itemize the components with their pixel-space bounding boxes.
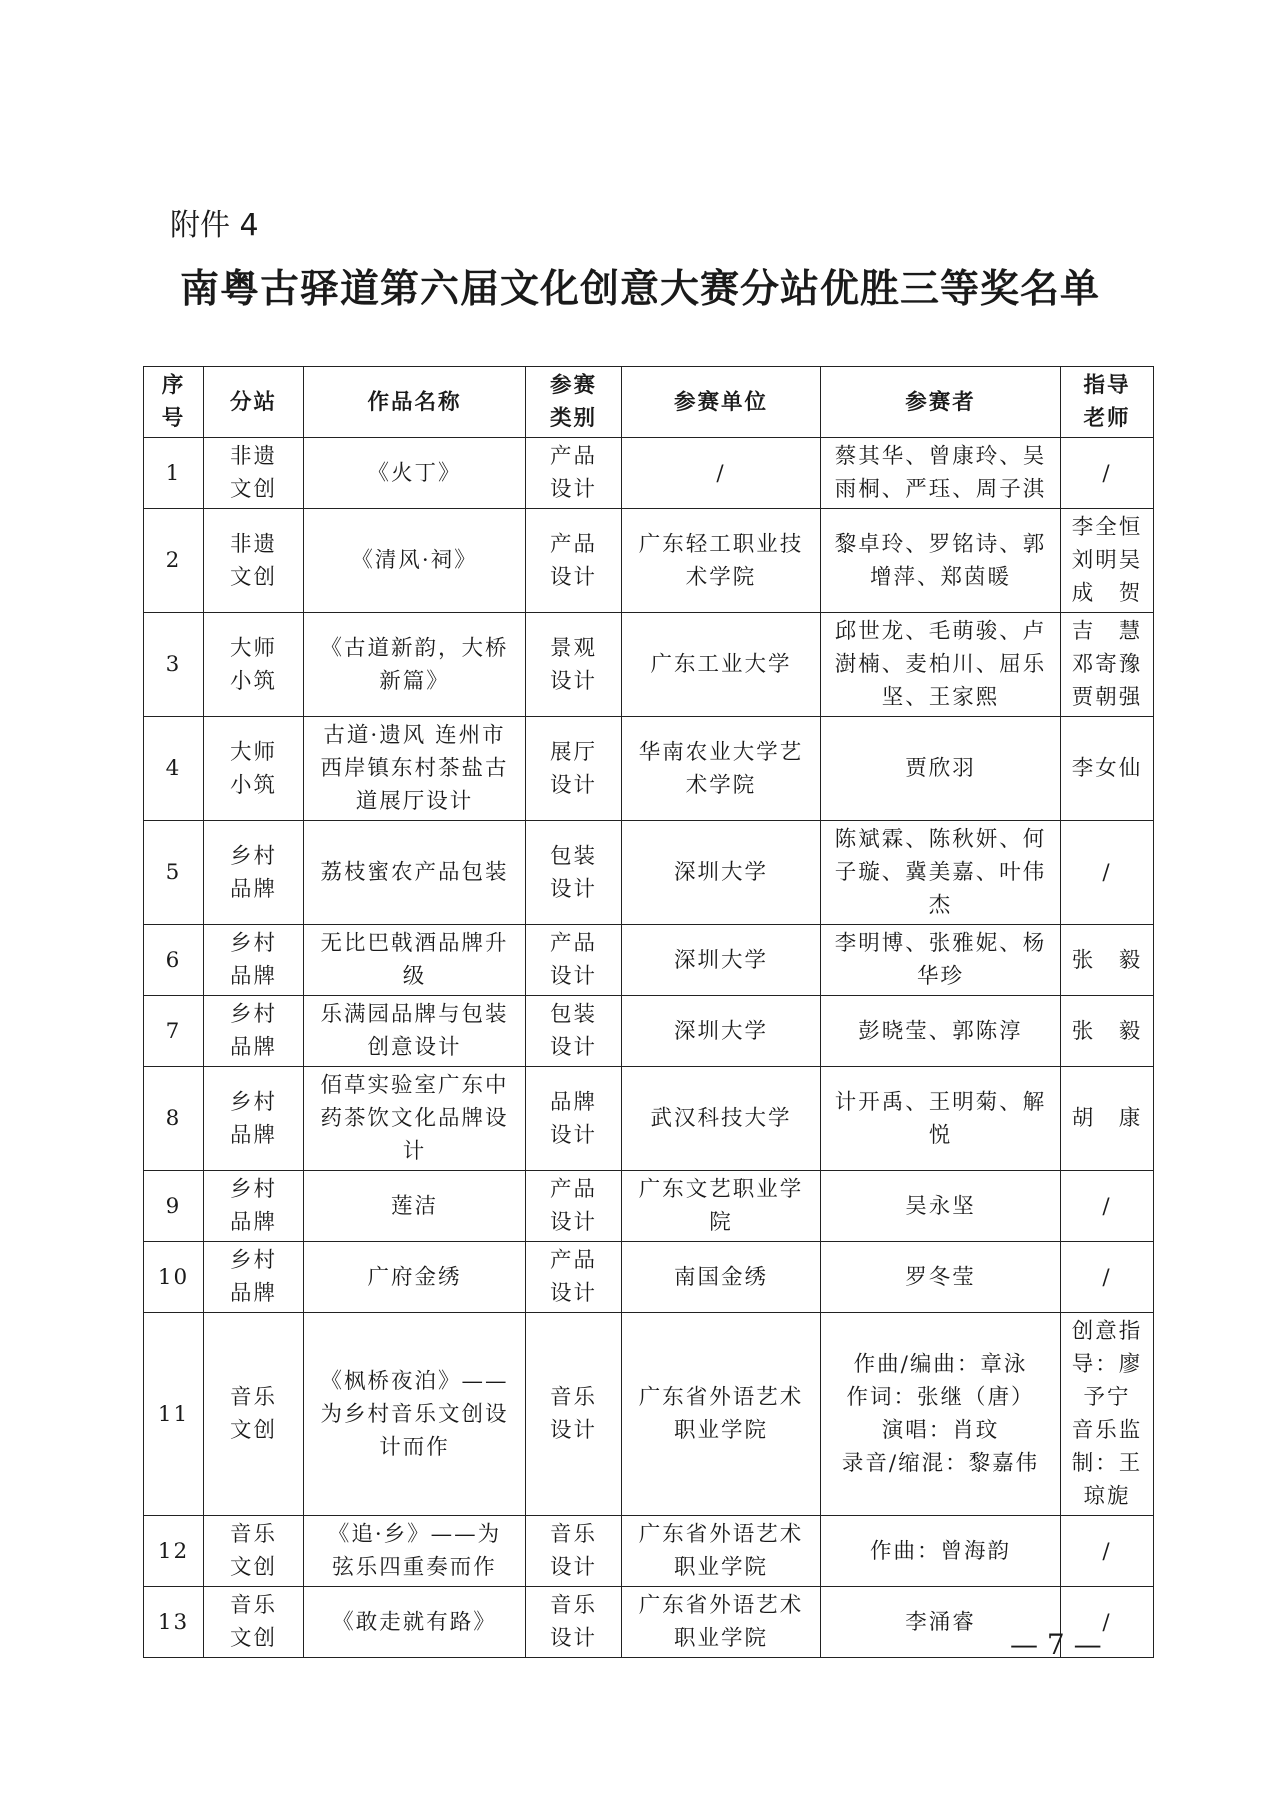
- header-text-line: 号: [161, 406, 186, 431]
- cell-unit: [622, 1313, 821, 1516]
- category-line: 音乐: [549, 1593, 597, 1618]
- station-line: 乡村: [229, 1089, 277, 1115]
- cell-advisor: [1061, 821, 1154, 925]
- cell-index: 12: [144, 1516, 204, 1587]
- cell-index: 13: [144, 1587, 204, 1658]
- cell-unit: [622, 613, 821, 717]
- participants-line: 李涌睿: [905, 1609, 976, 1635]
- cell-category: [526, 1171, 622, 1242]
- advisor-line: 邓寄豫: [1071, 652, 1143, 677]
- unit-line: 深圳大学: [673, 947, 768, 973]
- header-text-line: 类别: [549, 406, 597, 431]
- cell-advisor: [1061, 717, 1154, 821]
- work-line: 级: [402, 964, 427, 989]
- cell-index: 10: [144, 1242, 204, 1313]
- participants-line: 蔡其华、曾康玲、吴: [834, 444, 1047, 469]
- station-line: 音乐: [229, 1522, 277, 1547]
- cell-station: [204, 613, 304, 717]
- advisor-line: /: [1102, 1193, 1112, 1219]
- work-line: 荔枝蜜农产品包装: [320, 860, 509, 885]
- work-line: 乐满园品牌与包装: [320, 1002, 509, 1027]
- cell-work: [304, 717, 526, 821]
- advisor-line: /: [1102, 1264, 1112, 1290]
- category-line: 设计: [549, 1035, 597, 1060]
- cell-unit: [622, 925, 821, 996]
- advisor-line: 创意指: [1071, 1319, 1143, 1344]
- cell-station: [204, 509, 304, 613]
- unit-line: 广东省外语艺术: [638, 1385, 804, 1410]
- station-line: 小筑: [229, 772, 277, 798]
- unit-line: 职业学院: [673, 1555, 768, 1580]
- category-line: 设计: [549, 564, 597, 590]
- unit-line: 广东省外语艺术: [638, 1593, 804, 1618]
- cell-index: 4: [144, 717, 204, 821]
- cell-work: [304, 1067, 526, 1171]
- station-line: 非遗: [229, 531, 277, 557]
- station-line: 小筑: [229, 668, 277, 694]
- table-row: [144, 1516, 1154, 1587]
- header-index: [144, 367, 204, 438]
- category-line: 产品: [549, 1248, 597, 1273]
- cell-work: [304, 1587, 526, 1658]
- table-body: [144, 438, 1154, 1658]
- cell-station: [204, 438, 304, 509]
- unit-line: 广东文艺职业学: [638, 1177, 804, 1202]
- cell-unit: [622, 717, 821, 821]
- category-line: 景观: [549, 635, 597, 661]
- unit-line: 院: [709, 1210, 733, 1235]
- cell-advisor: [1061, 438, 1154, 509]
- awards-table: [143, 366, 1154, 1658]
- cell-unit: [622, 509, 821, 613]
- category-line: 产品: [549, 444, 597, 469]
- station-line: 乡村: [229, 1177, 277, 1202]
- cell-participants: [821, 1313, 1061, 1516]
- cell-category: [526, 1067, 622, 1171]
- header-advisor: [1061, 367, 1154, 438]
- participants-line: 黎卓玲、罗铭诗、郭: [834, 531, 1047, 557]
- header-text-line: 分站: [229, 389, 277, 415]
- header-category: [526, 367, 622, 438]
- unit-line: 职业学院: [673, 1626, 768, 1651]
- cell-category: [526, 925, 622, 996]
- station-line: 文创: [229, 1555, 277, 1580]
- cell-category: [526, 821, 622, 925]
- category-line: 设计: [549, 1210, 597, 1235]
- advisor-line: 贾朝强: [1071, 685, 1143, 710]
- participants-line: 作曲/编曲：章泳: [853, 1352, 1028, 1377]
- header-text-line: 参赛者: [905, 389, 976, 415]
- category-line: 设计: [549, 876, 597, 902]
- unit-line: 南国金绣: [673, 1264, 768, 1290]
- station-line: 品牌: [229, 1210, 277, 1235]
- table-row: [144, 996, 1154, 1067]
- work-line: 计: [402, 1139, 427, 1164]
- cell-participants: [821, 925, 1061, 996]
- category-line: 包装: [549, 843, 597, 869]
- cell-station: [204, 925, 304, 996]
- advisor-line: 制：王: [1071, 1451, 1143, 1476]
- table-row: [144, 821, 1154, 925]
- cell-participants: [821, 1516, 1061, 1587]
- station-line: 品牌: [229, 1035, 277, 1060]
- participants-line: 陈斌霖、陈秋妍、何: [834, 827, 1047, 852]
- cell-unit: [622, 996, 821, 1067]
- cell-station: [204, 996, 304, 1067]
- cell-advisor: [1061, 1067, 1154, 1171]
- advisor-line: 李全恒: [1071, 515, 1143, 540]
- station-line: 文创: [229, 564, 277, 590]
- work-line: 《古道新韵，大桥: [320, 635, 509, 661]
- station-line: 音乐: [229, 1593, 277, 1618]
- participants-line: 邱世龙、毛萌骏、卢: [834, 619, 1047, 644]
- advisor-line: /: [1102, 860, 1112, 885]
- participants-line: 澍楠、麦柏川、屈乐: [834, 652, 1047, 677]
- cell-index: 3: [144, 613, 204, 717]
- cell-category: [526, 1313, 622, 1516]
- header-text-line: 序: [161, 373, 186, 398]
- cell-advisor: [1061, 1516, 1154, 1587]
- station-line: 品牌: [229, 964, 277, 989]
- category-line: 设计: [549, 772, 597, 798]
- participants-line: 华珍: [916, 964, 964, 989]
- station-line: 品牌: [229, 1122, 277, 1148]
- advisor-line: 胡 康: [1071, 1106, 1143, 1131]
- category-line: 产品: [549, 931, 597, 956]
- work-line: 创意设计: [367, 1035, 462, 1060]
- category-line: 设计: [549, 1281, 597, 1306]
- category-line: 产品: [549, 531, 597, 557]
- work-line: 《敢走就有路》: [332, 1609, 497, 1635]
- cell-station: [204, 1242, 304, 1313]
- header-text-line: 参赛单位: [673, 389, 768, 415]
- category-line: 设计: [549, 1122, 597, 1148]
- unit-line: 术学院: [685, 564, 757, 590]
- participants-line: 罗冬莹: [905, 1264, 976, 1290]
- work-line: 道展厅设计: [355, 789, 474, 814]
- unit-line: 职业学院: [673, 1418, 768, 1443]
- cell-category: [526, 996, 622, 1067]
- work-line: 为乡村音乐文创设: [320, 1401, 509, 1427]
- work-line: 新篇》: [379, 668, 450, 694]
- station-line: 品牌: [229, 876, 277, 902]
- cell-advisor: [1061, 925, 1154, 996]
- category-line: 设计: [549, 1555, 597, 1580]
- header-unit: [622, 367, 821, 438]
- table-row: [144, 717, 1154, 821]
- participants-line: 悦: [928, 1122, 953, 1148]
- work-line: 《枫桥夜泊》——: [320, 1368, 509, 1394]
- advisor-line: /: [1102, 460, 1112, 486]
- cell-index: 1: [144, 438, 204, 509]
- station-line: 乡村: [229, 1248, 277, 1273]
- table-row: [144, 1313, 1154, 1516]
- advisor-line: /: [1102, 1538, 1112, 1564]
- participants-line: 彭晓莹、郭陈淳: [858, 1018, 1023, 1044]
- station-line: 文创: [229, 1418, 277, 1443]
- participants-line: 计开禹、王明菊、解: [834, 1089, 1047, 1115]
- participants-line: 吴永坚: [905, 1193, 976, 1219]
- cell-participants: [821, 438, 1061, 509]
- work-line: 广府金绣: [367, 1264, 462, 1290]
- station-line: 非遗: [229, 444, 277, 469]
- category-line: 音乐: [549, 1385, 597, 1410]
- header-row: [144, 367, 1154, 438]
- work-line: 佰草实验室广东中: [320, 1073, 509, 1098]
- unit-line: 广东工业大学: [650, 652, 792, 677]
- advisor-line: 刘明吴: [1071, 548, 1143, 573]
- header-text-line: 指导: [1083, 373, 1131, 398]
- cell-index: 11: [144, 1313, 204, 1516]
- participants-line: 增萍、郑茵暖: [869, 564, 1011, 590]
- station-line: 品牌: [229, 1281, 277, 1306]
- cell-advisor: [1061, 509, 1154, 613]
- work-line: 药茶饮文化品牌设: [320, 1106, 509, 1131]
- category-line: 设计: [549, 668, 597, 694]
- work-line: 《火丁》: [367, 460, 462, 486]
- participants-line: 录音/缩混：黎嘉伟: [841, 1451, 1040, 1476]
- table-row: [144, 1067, 1154, 1171]
- cell-work: [304, 925, 526, 996]
- work-line: 古道·遗风 连州市: [323, 723, 506, 748]
- table-row: [144, 1587, 1154, 1658]
- cell-work: [304, 1313, 526, 1516]
- cell-index: 8: [144, 1067, 204, 1171]
- participants-line: 演唱：肖玟: [881, 1418, 1000, 1443]
- category-line: 设计: [549, 1626, 597, 1651]
- cell-participants: [821, 1171, 1061, 1242]
- cell-station: [204, 1171, 304, 1242]
- cell-unit: [622, 821, 821, 925]
- station-line: 音乐: [229, 1385, 277, 1410]
- attachment-label: 附件 4: [170, 208, 259, 243]
- unit-line: 广东省外语艺术: [638, 1522, 804, 1547]
- cell-category: [526, 1516, 622, 1587]
- cell-category: [526, 438, 622, 509]
- table-row: [144, 438, 1154, 509]
- cell-advisor: [1061, 1313, 1154, 1516]
- category-line: 设计: [549, 964, 597, 989]
- unit-line: 深圳大学: [673, 1018, 768, 1044]
- cell-advisor: [1061, 996, 1154, 1067]
- advisor-line: 吉 慧: [1071, 619, 1143, 644]
- station-line: 乡村: [229, 843, 277, 869]
- participants-line: 雨桐、严珏、周子淇: [834, 477, 1047, 502]
- cell-advisor: [1061, 1171, 1154, 1242]
- work-line: 《清风·祠》: [351, 548, 478, 573]
- category-line: 设计: [549, 1418, 597, 1443]
- participants-line: 作曲：曾海韵: [869, 1538, 1011, 1564]
- page-title: 南粤古驿道第六届文化创意大赛分站优胜三等奖名单: [179, 266, 1100, 312]
- work-line: 计而作: [379, 1434, 450, 1460]
- cell-category: [526, 1587, 622, 1658]
- participants-line: 子璇、冀美嘉、叶伟: [834, 860, 1047, 885]
- participants-line: 贾欣羽: [905, 756, 976, 781]
- work-line: 《追·乡》——为: [327, 1522, 502, 1547]
- cell-index: 9: [144, 1171, 204, 1242]
- cell-advisor: [1061, 613, 1154, 717]
- advisor-line: 张 毅: [1071, 947, 1143, 973]
- category-line: 设计: [549, 477, 597, 502]
- advisor-line: 张 毅: [1071, 1018, 1143, 1044]
- cell-unit: [622, 438, 821, 509]
- table-row: [144, 613, 1154, 717]
- station-line: 乡村: [229, 931, 277, 956]
- table-row: [144, 1171, 1154, 1242]
- header-work: [304, 367, 526, 438]
- cell-unit: [622, 1067, 821, 1171]
- station-line: 大师: [229, 739, 277, 765]
- cell-unit: [622, 1242, 821, 1313]
- cell-participants: [821, 509, 1061, 613]
- work-line: 西岸镇东村茶盐古: [320, 756, 509, 781]
- unit-line: 术学院: [685, 772, 757, 798]
- station-line: 文创: [229, 1626, 277, 1651]
- cell-participants: [821, 821, 1061, 925]
- station-line: 文创: [229, 477, 277, 502]
- cell-station: [204, 1067, 304, 1171]
- category-line: 包装: [549, 1002, 597, 1027]
- unit-line: 深圳大学: [673, 860, 768, 885]
- cell-index: 2: [144, 509, 204, 613]
- unit-line: 华南农业大学艺: [638, 739, 804, 765]
- cell-participants: [821, 613, 1061, 717]
- cell-work: [304, 1171, 526, 1242]
- cell-advisor: [1061, 1242, 1154, 1313]
- unit-line: 广东轻工职业技: [638, 531, 804, 557]
- advisor-line: 成 贺: [1071, 581, 1143, 606]
- cell-work: [304, 438, 526, 509]
- cell-unit: [622, 1587, 821, 1658]
- category-line: 音乐: [549, 1522, 597, 1547]
- unit-line: 武汉科技大学: [650, 1106, 792, 1131]
- participants-line: 坚、王家熙: [881, 685, 1000, 710]
- table-row: [144, 509, 1154, 613]
- station-line: 大师: [229, 635, 277, 661]
- header-text-line: 作品名称: [367, 389, 462, 415]
- cell-participants: [821, 996, 1061, 1067]
- unit-line: /: [716, 460, 726, 486]
- cell-station: [204, 1587, 304, 1658]
- cell-unit: [622, 1171, 821, 1242]
- cell-station: [204, 717, 304, 821]
- cell-participants: [821, 1242, 1061, 1313]
- page-number: — 7 —: [1010, 1628, 1102, 1661]
- cell-work: [304, 613, 526, 717]
- cell-work: [304, 509, 526, 613]
- cell-category: [526, 509, 622, 613]
- participants-line: 作词：张继（唐）: [846, 1385, 1035, 1410]
- advisor-line: 予宁: [1083, 1385, 1131, 1410]
- work-line: 莲洁: [390, 1193, 438, 1219]
- header-text-line: 老师: [1083, 406, 1131, 431]
- table-row: [144, 925, 1154, 996]
- header-participants: [821, 367, 1061, 438]
- cell-work: [304, 1242, 526, 1313]
- category-line: 产品: [549, 1177, 597, 1202]
- participants-line: 杰: [928, 893, 953, 918]
- header-station: [204, 367, 304, 438]
- cell-index: 5: [144, 821, 204, 925]
- advisor-line: 琼旎: [1083, 1484, 1131, 1509]
- cell-index: 6: [144, 925, 204, 996]
- cell-station: [204, 821, 304, 925]
- cell-unit: [622, 1516, 821, 1587]
- category-line: 展厅: [549, 739, 597, 765]
- category-line: 品牌: [549, 1089, 597, 1115]
- advisor-line: 音乐监: [1071, 1418, 1143, 1443]
- cell-station: [204, 1516, 304, 1587]
- cell-work: [304, 996, 526, 1067]
- table-row: [144, 1242, 1154, 1313]
- cell-category: [526, 717, 622, 821]
- advisor-line: 导：廖: [1071, 1352, 1143, 1377]
- header-text-line: 参赛: [549, 373, 597, 398]
- advisor-line: 李女仙: [1071, 756, 1143, 781]
- participants-line: 李明博、张雅妮、杨: [834, 931, 1047, 956]
- work-line: 无比巴戟酒品牌升: [320, 931, 509, 956]
- station-line: 乡村: [229, 1002, 277, 1027]
- work-line: 弦乐四重奏而作: [332, 1555, 497, 1580]
- cell-work: [304, 821, 526, 925]
- cell-station: [204, 1313, 304, 1516]
- cell-work: [304, 1516, 526, 1587]
- advisor-line: /: [1102, 1609, 1112, 1635]
- cell-index: 7: [144, 996, 204, 1067]
- cell-participants: [821, 1067, 1061, 1171]
- cell-participants: [821, 717, 1061, 821]
- cell-category: [526, 1242, 622, 1313]
- cell-category: [526, 613, 622, 717]
